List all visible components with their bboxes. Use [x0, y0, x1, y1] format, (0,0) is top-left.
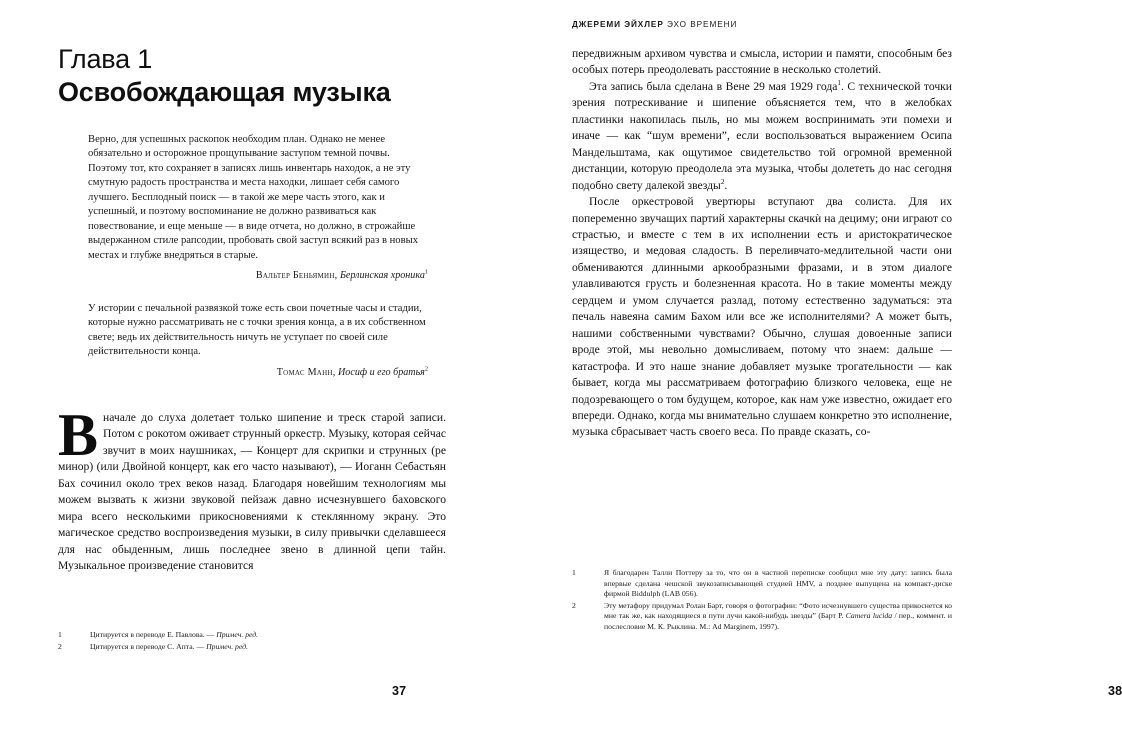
footnote-text: Цитируется в переводе Е. Павлова. — [90, 630, 217, 639]
paragraph-opening [58, 402, 446, 575]
epigraph-mann-text: У истории с печальной развязкой тоже есть свои почетные часы и стадии, которые нужно рассматривать не с точки зрения конца, а в их собственном свете; ведь их действительность ничуть не уступает по своей силе действительности конца. [88, 303, 426, 358]
footnote-item [58, 642, 446, 653]
paragraph-recording-part-a: Эта запись была сделана в Вене 29 мая 1929 года [589, 79, 838, 93]
chapter-heading [58, 44, 391, 109]
epigraph-benjamin [88, 133, 428, 284]
body-text-right [572, 46, 952, 441]
footnote-marker: 2 [572, 600, 576, 610]
epigraph-benjamin-author: Вальтер Беньямин, [255, 270, 338, 282]
footnote-text: Эту метафору придумал Ролан Барт, говоря о фотографии: “Фото исчезнувшего существа прикоснется ко мне так же, как находящиеся в пути лучи какой-нибудь звезды” (Барт Р. [604, 600, 952, 621]
paragraph-soloists: После оркестровой увертюры вступают два солиста. Для их попеременно звучащих партий характерны скачкѝ на дециму; они играют со страстью, и вместе с тем в их исполнении есть и аристократическое изящество, и медовая сладость. В переливчато-медлительной части они обмениваются длинными аркообразными фразами, и в этом диалоге улавливаются грусть и болезненная красота. Но в такие моменты между сердцем и умом случается разлад, потому естественно задуматься: эта печаль навеяна самим Бахом или все же исполнителями? А может быть, нашими собственными чувствами? Обычно, слушая довоенные записи вроде этой, мы невольно домысливаем, потому что знаем: дальше — катастрофа. И это наше знание добавляет музыке трогательности — как бывает, когда мы рассматриваем фотографию близкого человека, еще не подозревающего о том будущем, которое, как нам уже известно, ожидает его впереди. Однако, когда мы внимательно слушаем конкретно это исполнение, музыка сбрасывает часть своего веса. По правде сказать, со- [572, 195, 952, 439]
footnote-text-tail: / пер., коммент. и послесловие М. К. Рыклина. М.: Ad Marginem, 1997). [604, 611, 952, 631]
epigraph-benjamin-text: Верно, для успешных раскопок необходим план. Однако не менее обязательно и осторожное прощупывание заступом темной почвы. Поэтому тот, кто сохраняет в записях лишь инвентарь находок, а не эту смутную радость пространства и места находки, лишает себя самого лучшего. Бесплодный поиск — в такой же мере часть этого, как и успешный, и поэтому воспоминание не должно развиваться как повествование, и еще меньше — в виде отчета, но должно, в строжайше выдержанном стиле рапсодии, пробовать свой заступ всякий раз в новых местах и глубже внедряться в старые. [88, 134, 419, 261]
drop-cap: В [58, 402, 99, 468]
footnote-text-italic: Camera lucida [845, 611, 893, 621]
epigraph-benjamin-footnote-marker[interactable]: 1 [424, 268, 428, 276]
running-head [572, 20, 952, 29]
page-number-right: 38 [1108, 684, 1122, 698]
page-number-left: 37 [392, 684, 407, 698]
footnote-marker: 2 [58, 641, 62, 651]
epigraph-mann-footnote-marker[interactable]: 2 [424, 365, 428, 373]
paragraph-recording [572, 79, 952, 194]
running-head-author: ДЖЕРЕМИ ЭЙХЛЕР [572, 20, 664, 29]
footnote-item [572, 568, 952, 600]
epigraph-mann-attribution [88, 366, 428, 380]
paragraph-recording-part-c: . [724, 178, 728, 192]
footnote-text-italic: Примеч. ред. [216, 630, 259, 639]
paragraph-opening-text: начале до слуха долетает только шипение и треск старой записи. Потом с рокотом оживает струнный оркестр. Музыку, которая сейчас звучит в моих наушниках, — Концерт для скрипки и струнных (ре минор) (или Двойной концерт, как его часто называют), — Иоганн Себастьян Бах сочинил около трех веков назад. Благодаря новейшим технологиям мы можем вызвать к жизни звуковой пейзаж давно исчезнувшего баховского мира всего несколькими прикосновениями к стеклянному экрану. Это магическое средство воспроизведения музыки, в силу привычки сделавшееся для нас обыденным, лишь последнее звено в длинной цепи тайн. Музыкальное произведение становится [58, 411, 446, 573]
footnote-text-italic: Примеч. ред. [206, 641, 248, 651]
paragraph-recording-part-b: . С технической точки зрения потрескивание и шипение объясняется тем, что в желобках пластинки накопилась пыль, но мы можем воспринимать эти помехи и иначе — как “шум времени”, если воспользоваться выражением Осипа Мандельштама, как ощутимое свидетельство той огромной временной дистанции, которую преодолела эта музыка, чтобы долететь до нас сегодня подобно свету далекой звезды [572, 79, 952, 192]
footnotes-right [572, 568, 952, 634]
epigraph-mann-author: Томас Манн, [276, 366, 336, 378]
footnote-text: Цитируется в переводе С. Апта. — [90, 641, 207, 651]
epigraph-benjamin-work: Берлинская хроника [339, 270, 425, 282]
body-footnote-marker-1[interactable]: 1 [837, 79, 841, 88]
chapter-number: Глава 1 [58, 44, 153, 74]
body-text-left [58, 402, 446, 575]
page-left [0, 0, 500, 750]
paragraph-continuation: передвижным архивом чувства и смысла, истории и памяти, способным без особых потерь преодолевать расстояние в несколько столетий. [572, 47, 952, 77]
epigraph-mann-work: Иосиф и его братья [338, 366, 425, 378]
page-right [500, 0, 1122, 750]
running-head-title: ЭХО ВРЕМЕНИ [666, 20, 738, 29]
epigraph-benjamin-attribution [88, 269, 428, 283]
epigraph-mann [88, 302, 428, 380]
footnote-text: Я благодарен Талли Поттеру за то, что он в частной переписке сообщил мне эту дату: запись была впервые сделана чешской звукозаписывающей студией HMV, а позднее выпущена на компакт-диске фирмой Biddulph (LAB 056). [604, 568, 952, 599]
footnote-marker: 1 [58, 630, 62, 639]
footnote-marker: 1 [572, 568, 576, 577]
chapter-title: Освобождающая музыка [58, 76, 391, 107]
footnotes-left [58, 630, 446, 653]
body-footnote-marker-2[interactable]: 2 [720, 177, 725, 186]
footnote-item [58, 630, 446, 641]
footnote-item [572, 601, 952, 633]
